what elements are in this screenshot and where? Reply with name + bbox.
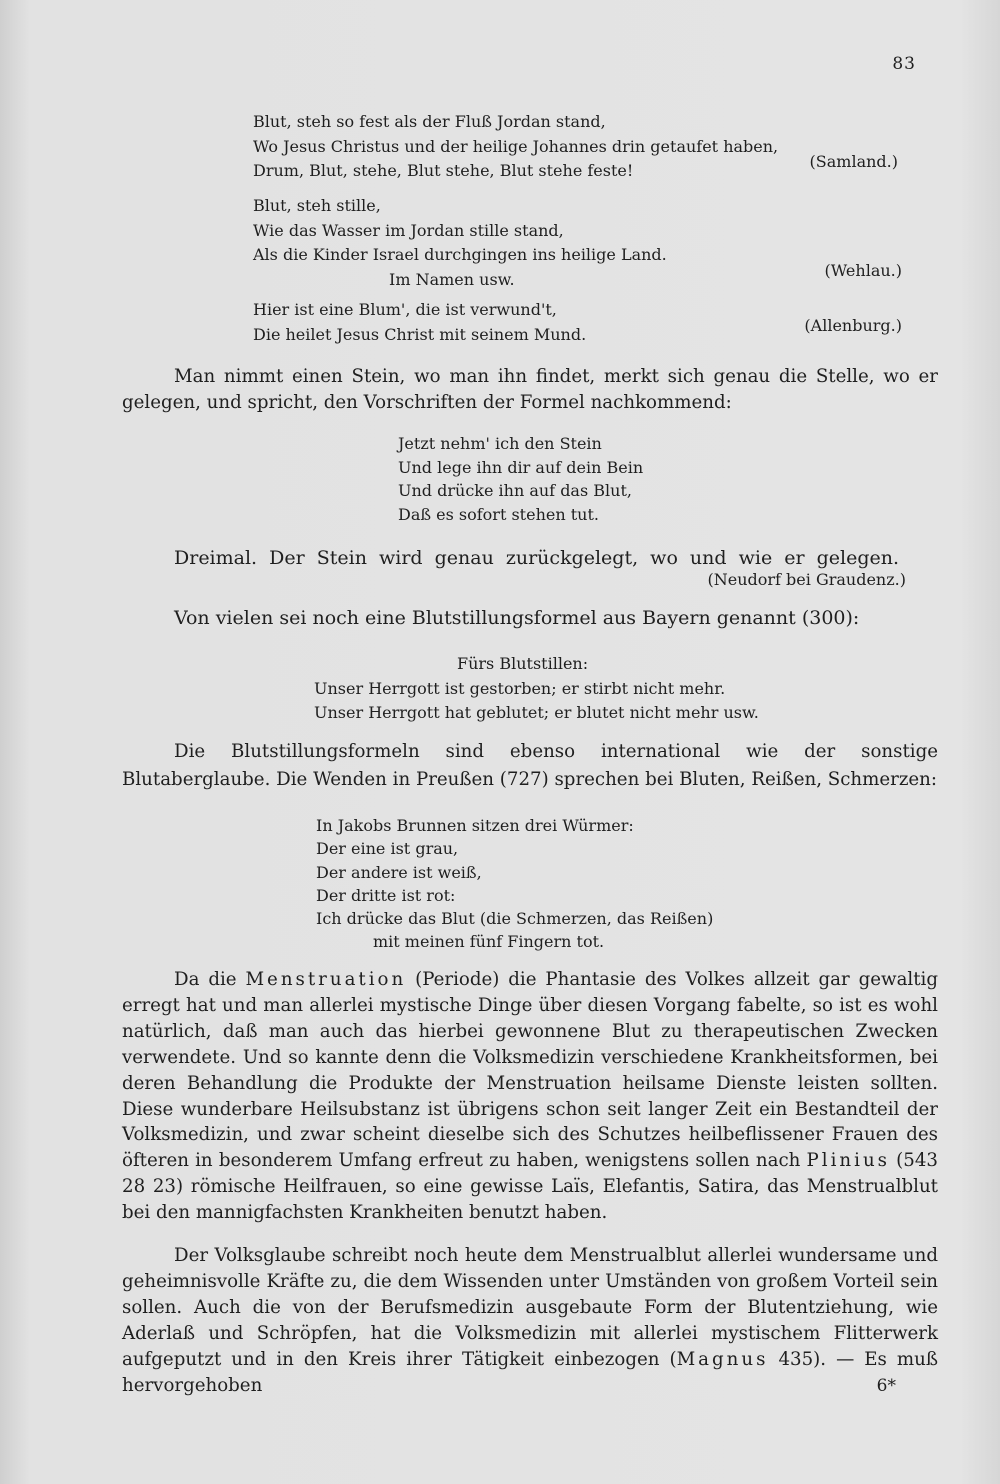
verse-line: Als die Kinder Israel durchgingen ins heilige Land. [253,245,667,265]
signature-mark: 6* [876,1376,896,1396]
paragraph [122,967,938,1226]
emphasis-author: Magnus [676,1348,769,1370]
verse-line: Daß es sofort stehen tut. [398,504,599,524]
paragraph: Man nimmt einen Stein, wo man ihn findet, merkt sich genau die Stelle, wo er gelegen, und spricht, den Vorschriften der Formel nachkommend: [122,366,938,413]
text-run: Da die [174,969,246,990]
source-allenburg: (Allenburg.) [804,316,902,335]
paragraph: Dreimal. Der Stein wird genau zurückgelegt, wo und wie er gelegen. [174,547,899,569]
verse-allenburg [253,298,586,347]
verse-line: Blut, steh so fest als der Fluß Jordan stand, [253,112,606,131]
verse-bayern [314,652,759,726]
verse-line: Der eine ist grau, [316,839,459,859]
paragraph: Von vielen sei noch eine Blutstillungsformel aus Bayern genannt (300): [174,607,860,629]
verse-line: Blut, steh stille, [253,196,381,215]
verse-line: Im Namen usw. [389,270,515,290]
verse-line: mit meinen fünf Fingern tot. [373,932,605,952]
verse-samland [253,110,778,184]
verse-line: Und drücke ihn auf das Blut, [398,481,632,500]
verse-line: Hier ist eine Blum', die ist verwund't, [253,300,557,319]
verse-line: Die heilet Jesus Christ mit seinem Mund. [253,324,587,344]
paragraph [122,1243,938,1398]
verse-line: Unser Herrgott ist gestorben; er stirbt nicht mehr. [314,678,726,698]
verse-line: Ich drücke das Blut (die Schmerzen, das Reißen) [316,909,714,929]
emphasis-author: Plinius [806,1150,890,1172]
verse-line: In Jakobs Brunnen sitzen drei Würmer: [316,816,634,835]
verse-line: Drum, Blut, stehe, Blut stehe, Blut stehe feste! [253,161,634,181]
verse-stein [398,432,643,526]
verse-line: Wie das Wasser im Jordan stille stand, [253,220,564,240]
text-run: (543 28 23) römische Heilfrauen, so eine gewisse Laïs, Elefantis, Satira, das Menstrualblut bei den mannigfachsten Krankheiten benutzt haben. [122,1150,938,1224]
emphasis-term: Menstruation [245,969,407,990]
paragraph: Die Blutstillungsformeln sind ebenso international wie der sonstige Blutaberglaube. Die Wenden in Preußen (727) sprechen bei Bluten, Reißen, Schmerzen: [122,741,938,790]
verse-line: Der andere ist weiß, [316,862,482,882]
text-run: (Periode) die Phantasie des Volkes allzeit gar gewaltig erregt hat und man allerlei mystische Dinge über diesen Vorgang fabelte, so ist es wohl natürlich, daß man auch das hierbei gewonnene Blut zu therapeutischen Zwecken verwendete. Und so kannte denn die Volksmedizin verschiedene Krankheitsformen, bei deren Behandlung die Produkte der Menstruation heilsame Dienste leisten sollten. Diese wunderbare Heilsubstanz ist übrigens schon seit langer Zeit ein Bestandteil der Volksmedizin, und zwar scheint dieselbe sich des Schutzes heilbeflissener Frauen des öfteren in besonderem Umfang erfreut zu haben, wenigstens sollen nach [122,969,939,1172]
source-wehlau: (Wehlau.) [824,261,902,280]
verse-line: Unser Herrgott hat geblutet; er blutet nicht mehr usw. [314,703,759,723]
verse-line: Wo Jesus Christus und der heilige Johannes drin getaufet haben, [253,136,779,156]
verse-title: Fürs Blutstillen: [457,654,589,673]
verse-line: Und lege ihn dir auf dein Bein [398,457,644,477]
verse-wehlau [253,194,667,293]
verse-wenden [316,814,713,954]
verse-line: Der dritte ist rot: [316,885,456,905]
text-run: Der Volksglaube schreibt noch heute dem Menstrualblut allerlei wundersame und geheimnisvolle Kräfte zu, die dem Wissenden unter Umständen von großem Vorteil sein sollen. Auch die von der Berufsmedizin ausgebaute Form der Blutentziehung, wie Aderlaß und Schröpfen, hat die Volksmedizin mit allerlei mystischem Flitterwerk aufgeputzt und in den Kreis ihrer Tätigkeit einbezogen ( [122,1245,938,1370]
page-number: 83 [892,54,916,74]
text-run: 435). — Es muß hervorgehoben [122,1348,939,1396]
verse-line: Jetzt nehm' ich den Stein [398,434,602,453]
source-samland: (Samland.) [809,152,898,171]
source-neudorf: (Neudorf bei Graudenz.) [707,570,906,589]
